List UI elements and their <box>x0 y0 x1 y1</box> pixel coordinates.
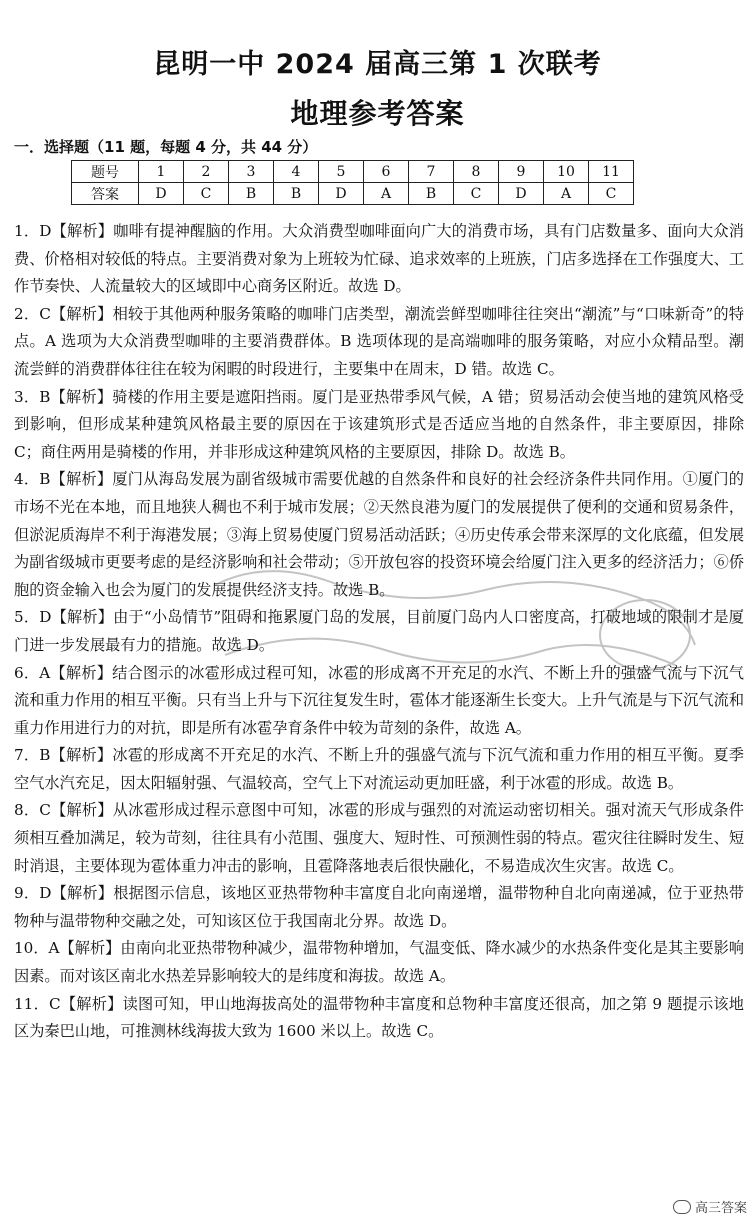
answer-cell: D <box>319 183 364 205</box>
explanation-item-9: 9．D【解析】根据图示信息，该地区亚热带物种丰富度自北向南递增，温带物种自北向南递减，位于亚热带物种与温带物种交融之处，可知该区位于我国南北分界。故选 D。 <box>14 884 744 930</box>
number-cell: 1 <box>139 161 184 183</box>
answer-row <box>72 183 634 205</box>
question-number-row <box>72 161 634 183</box>
number-cell: 6 <box>364 161 409 183</box>
answer-cell: A <box>544 183 589 205</box>
answer-cell: C <box>184 183 229 205</box>
explanation-item-7: 7．B【解析】冰雹的形成离不开充足的水汽、不断上升的强盛气流与下沉气流和重力作用的相互平衡。夏季空气水汽充足，因太阳辐射强、气温较高，空气上下对流运动更加旺盛，利于冰雹的形成。故选 B。 <box>14 746 744 792</box>
answer-cell: C <box>454 183 499 205</box>
number-cell: 4 <box>274 161 319 183</box>
row-label-number: 题号 <box>72 161 139 183</box>
answer-table <box>71 160 634 205</box>
answer-cell: B <box>274 183 319 205</box>
corner-badge <box>673 1197 747 1216</box>
number-cell: 3 <box>229 161 274 183</box>
number-cell: 8 <box>454 161 499 183</box>
explanation-item-1: 1．D【解析】咖啡有提神醒脑的作用。大众消费型咖啡面向广大的消费市场，具有门店数量多、面向大众消费、价格相对较低的特点。主要消费对象为上班较为忙碌、追求效率的上班族，门店多选择在工作强度大、工作节奏快、人流量较大的区域即中心商务区附近。故选 D。 <box>14 222 744 296</box>
answer-cell: B <box>229 183 274 205</box>
chat-bubble-icon <box>673 1200 691 1214</box>
explanation-list <box>14 218 744 1046</box>
answer-cell: D <box>499 183 544 205</box>
explanation-item-10: 10．A【解析】由南向北亚热带物种减少，温带物种增加，气温变低、降水减少的水热条件变化是其主要影响因素。而对该区南北水热差异影响较大的是纬度和海拔。故选 A。 <box>14 939 744 986</box>
answer-cell: A <box>364 183 409 205</box>
answer-cell: C <box>589 183 634 205</box>
number-cell: 11 <box>589 161 634 183</box>
number-cell: 10 <box>544 161 589 183</box>
row-label-answer: 答案 <box>72 183 139 205</box>
explanation-item-5: 5．D【解析】由于“小岛情节”阻碍和拖累厦门岛的发展，目前厦门岛内人口密度高，打破地域的限制才是厦门进一步发展最有力的措施。故选 D。 <box>14 608 744 654</box>
section-heading: 一．选择题（11 题，每题 4 分，共 44 分） <box>14 138 318 156</box>
number-cell: 2 <box>184 161 229 183</box>
number-cell: 9 <box>499 161 544 183</box>
explanation-item-2: 2．C【解析】相较于其他两种服务策略的咖啡门店类型，潮流尝鲜型咖啡往往突出“潮流”与“口味新奇”的特点。A 选项为大众消费型咖啡的主要消费群体。B 选项体现的是高端咖啡的服务策略，对应小众精品型。潮流尝鲜的消费群体往往在较为闲暇的时段进行，主要集中在周末，D 错。故选 C。 <box>14 304 744 378</box>
number-cell: 7 <box>409 161 454 183</box>
explanation-item-8: 8．C【解析】从冰雹形成过程示意图中可知，冰雹的形成与强烈的对流运动密切相关。强对流天气形成条件须相互叠加满足，较为苛刻，往往具有小范围、强度大、短时性、可预测性弱的特点。雹灾往往瞬时发生、短时消退，主要体现为雹体重力冲击的影响，且雹降落地表后很快融化，不易造成次生灾害。故选 C。 <box>14 801 744 875</box>
answer-cell: D <box>139 183 184 205</box>
explanation-item-11: 11．C【解析】读图可知，甲山地海拔高处的温带物种丰富度和总物种丰富度还很高，加之第 9 题提示该地区为秦巴山地，可推测林线海拔大致为 1600 米以上。故选 C。 <box>14 994 744 1041</box>
explanation-item-6: 6．A【解析】结合图示的冰雹形成过程可知，冰雹的形成离不开充足的水汽、不断上升的强盛气流与下沉气流和重力作用的相互平衡。只有当上升与下沉往复发生时，雹体才能逐渐生长变大。上升气流是与下沉气流和重力作用进行力的对抗，即是所有冰雹孕育条件中较为苛刻的条件，故选 A。 <box>14 663 744 737</box>
corner-badge-text: 高三答案 <box>694 1201 747 1216</box>
explanation-item-3: 3．B【解析】骑楼的作用主要是遮阳挡雨。厦门是亚热带季风气候，A 错；贸易活动会使当地的建筑风格受到影响，但形成某种建筑风格最主要的原因在于该建筑形式是否适应当地的自然条件，非主要原因，排除 C；商住两用是骑楼的作用，并非形成这种建筑风格的主要原因，排除 D。故选 B。 <box>14 387 744 461</box>
explanation-item-4: 4．B【解析】厦门从海岛发展为副省级城市需要优越的自然条件和良好的社会经济条件共同作用。①厦门的市场不光在本地，而且地狭人稠也不利于城市发展；②天然良港为厦门的发展提供了便利的交通和贸易条件，但淤泥质海岸不利于海港发展；③海上贸易使厦门贸易活动活跃；④历史传承会带来深厚的文化底蕴，但发展为副省级城市更要考虑的是经济影响和社会带动；⑤开放包容的投资环境会给厦门注入更多的经济活力；⑥侨胞的资金输入也会为厦门的发展提供经济支持。故选 B。 <box>14 470 744 599</box>
exam-title: 昆明一中 2024 届高三第 1 次联考 <box>153 49 602 80</box>
number-cell: 5 <box>319 161 364 183</box>
answer-cell: B <box>409 183 454 205</box>
answer-title: 地理参考答案 <box>290 97 465 130</box>
